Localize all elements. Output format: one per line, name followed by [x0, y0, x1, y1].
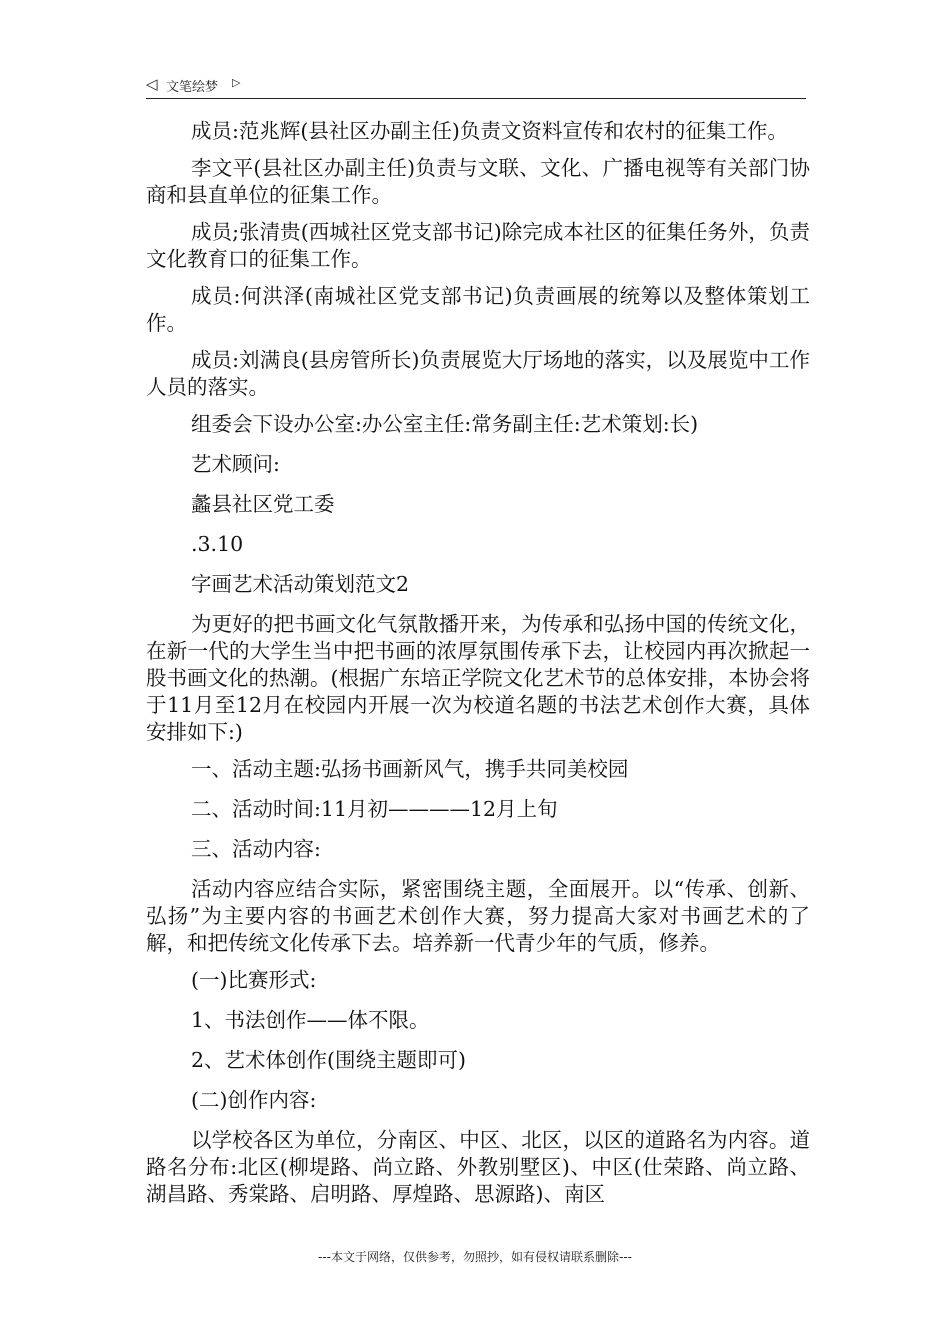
paragraph: 二、活动时间:11月初————12月上旬 [191, 797, 558, 821]
paragraph: 1、书法创作——体不限。 [191, 1008, 430, 1032]
paragraph: 蠡县社区党工委 [191, 492, 335, 516]
date-line: .3.10 [191, 532, 244, 556]
document-body [146, 118, 810, 1218]
page-header [146, 72, 806, 99]
paragraph: 成员;张清贵(西城社区党支部书记)除完成本社区的征集任务外，负责文化教育口的征集工作。 [146, 220, 810, 271]
section-title: 字画艺术活动策划范文2 [191, 572, 410, 596]
paragraph: 为更好的把书画文化气氛散播开来，为传承和弘扬中国的传统文化，在新一代的大学生当中把书画的浓厚氛围传承下去，让校园内再次掀起一股书画文化的热潮。(根据广东培正学院文化艺术节的总体安排，本协会将于11月至12月在校园内开展一次为校道名题的书法艺术创作大赛，具体安排如下:) [146, 612, 810, 744]
paragraph: 成员:刘满良(县房管所长)负责展览大厅场地的落实，以及展览中工作人员的落实。 [146, 348, 810, 399]
paragraph: 以学校各区为单位，分南区、中区、北区，以区的道路名为内容。道路名分布:北区(柳堤路、尚立路、外教别墅区)、中区(仕荣路、尚立路、湖昌路、秀棠路、启明路、厚煌路、思源路)、南区 [146, 1128, 810, 1206]
paragraph: 2、艺术体创作(围绕主题即可) [191, 1048, 467, 1072]
paragraph: (二)创作内容: [191, 1088, 317, 1112]
paragraph: 一、活动主题:弘扬书画新风气，携手共同美校园 [191, 757, 629, 781]
page-footer: ---本文于网络，仅供参考，勿照抄，如有侵权请联系删除--- [318, 1250, 632, 1264]
left-triangle-icon: ◁ [146, 75, 158, 93]
paragraph: 李文平(县社区办副主任)负责与文联、文化、广播电视等有关部门协商和县直单位的征集工作。 [146, 156, 810, 207]
paragraph: 艺术顾问: [191, 452, 280, 476]
header-title: 文笔绘梦 [166, 80, 219, 95]
paragraph: 成员:范兆辉(县社区办副主任)负责文资料宣传和农村的征集工作。 [191, 119, 788, 143]
paragraph: 组委会下设办公室:办公室主任:常务副主任:艺术策划:长) [191, 412, 699, 436]
paragraph: 成员:何洪泽(南城社区党支部书记)负责画展的统筹以及整体策划工作。 [146, 284, 810, 335]
paragraph: (一)比赛形式: [191, 968, 317, 992]
paragraph: 活动内容应结合实际，紧密围绕主题，全面展开。以“传承、创新、弘扬”为主要内容的书画艺术创作大赛，努力提高大家对书画艺术的了解，和把传统文化传承下去。培养新一代青少年的气质，修养。 [146, 877, 810, 955]
paragraph: 三、活动内容: [191, 837, 321, 861]
right-triangle-icon: ▷ [232, 76, 241, 89]
